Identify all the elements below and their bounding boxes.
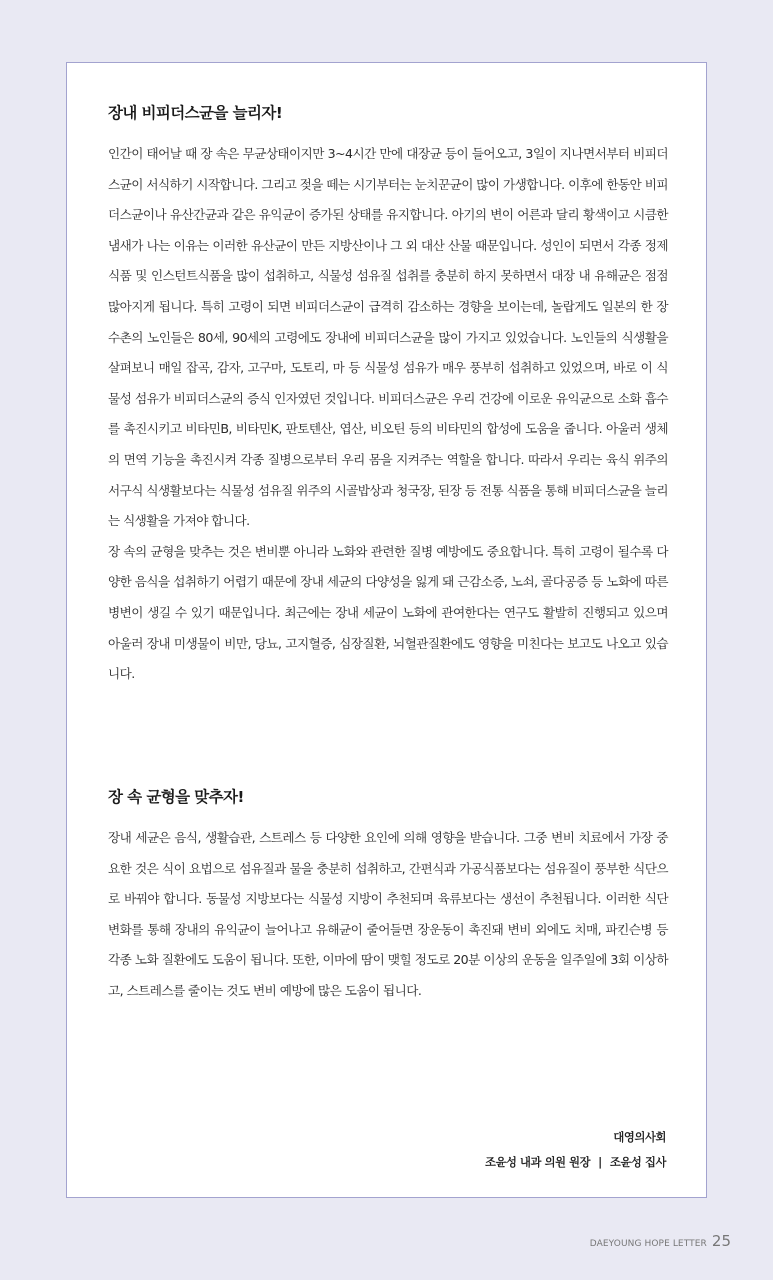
paragraph: 장내 세균은 음식, 생활습관, 스트레스 등 다양한 요인에 의해 영향을 받습니다. 그중 변비 치료에서 가장 중요한 것은 식이 요법으로 섬유질과 물을 충분히 섭취하고, 간편식과 가공식품보다는 섬유질이 풍부한 식단으로 바꿔야 합니다. 동물성 지방보다는 식물성 지방이 추천되며 육류보다는 생선이 추천됩니다. 이러한 식단 변화를 통해 장내의 유익균이 늘어나고 유해균이 줄어들면 장운동이 촉진돼 변비 외에도 치매, 파킨슨병 등 각종 노화 질환에도 도움이 됩니다. 또한, 이마에 땀이 맺힐 정도로 20분 이상의 운동을 일주일에 3회 이상하고, 스트레스를 줄이는 것도 변비 예방에 많은 도움이 됩니다. bbox=[108, 830, 668, 998]
paragraph: 인간이 태어날 때 장 속은 무균상태이지만 3~4시간 만에 대장균 등이 들어오고, 3일이 지나면서부터 비피더스균이 서식하기 시작합니다. 그리고 젖을 떼는 시기부터는 눈치꾼균이 많이 가생합니다. 이후에 한동안 비피더스균이나 유산간균과 같은 유익균이 증가된 상태를 유지합니다. 아기의 변이 어른과 달리 황색이고 시큼한 냄새가 나는 이유는 이러한 유산균이 만든 지방산이나 그 외 대산 산물 때문입니다. 성인이 되면서 각종 정제 식품 및 인스턴트식품을 많이 섭취하고, 식물성 섬유질 섭취를 충분히 하지 못하면서 대장 내 유해균은 점점 많아지게 됩니다. 특히 고령이 되면 비피더스균이 급격히 감소하는 경향을 보이는데, 놀랍게도 일본의 한 장수촌의 노인들은 80세, 90세의 고령에도 장내에 비피더스균을 많이 가지고 있었습니다. 노인들의 식생활을 살펴보니 매일 잡곡, 감자, 고구마, 도토리, 마 등 식물성 섬유가 매우 풍부히 섭취하고 있었으며, 바로 이 식물성 섬유가 비피더스균의 증식 인자였던 것입니다. 비피더스균은 우리 건강에 이로운 유익균으로 소화 흡수를 촉진시키고 비타민B, 비타민K, 판토텐산, 엽산, 비오틴 등의 비타민의 합성에 도움을 줍니다. 아울러 생체의 면역 기능을 촉진시켜 각종 질병으로부터 우리 몸을 지켜주는 역할을 합니다. 따라서 우리는 육식 위주의 서구식 식생활보다는 식물성 섬유질 위주의 시골밥상과 청국장, 된장 등 전통 식품을 통해 비피더스균을 늘리는 식생활을 가져야 합니다. bbox=[108, 146, 668, 529]
paragraph: 장 속의 균형을 맞추는 것은 변비뿐 아니라 노화와 관련한 질병 예방에도 중요합니다. 특히 고령이 될수록 다양한 음식을 섭취하기 어렵기 때문에 장내 세균의 다양성을 잃게 돼 근감소증, 노쇠, 골다공증 등 노화에 따른 병변이 생길 수 있기 때문입니다. 최근에는 장내 세균이 노화에 관여한다는 연구도 활발히 진행되고 있으며 아울러 장내 미생물이 비만, 당뇨, 고지혈증, 심장질환, 뇌혈관질환에도 영향을 미친다는 보고도 나오고 있습니다. bbox=[108, 543, 668, 682]
section-body-balance bbox=[108, 823, 668, 1007]
page-number: 25 bbox=[711, 1232, 731, 1250]
author-title: 조윤성 내과 의원 원장 bbox=[484, 1156, 591, 1169]
article-panel bbox=[66, 62, 707, 1198]
section-title-bifidus: 장내 비피더스균을 늘리자! bbox=[108, 104, 283, 122]
page-footer bbox=[590, 1232, 731, 1250]
author-role: 조윤성 집사 bbox=[609, 1156, 666, 1169]
signature-organization: 대영의사회 bbox=[613, 1131, 666, 1144]
section-title-balance: 장 속 균형을 맞추자! bbox=[108, 788, 244, 806]
section-body-bifidus bbox=[108, 139, 668, 690]
signature-separator: | bbox=[598, 1156, 602, 1169]
newsletter-label: DAEYOUNG HOPE LETTER bbox=[589, 1239, 707, 1249]
signature-author bbox=[485, 1150, 666, 1175]
signature bbox=[485, 1125, 666, 1175]
